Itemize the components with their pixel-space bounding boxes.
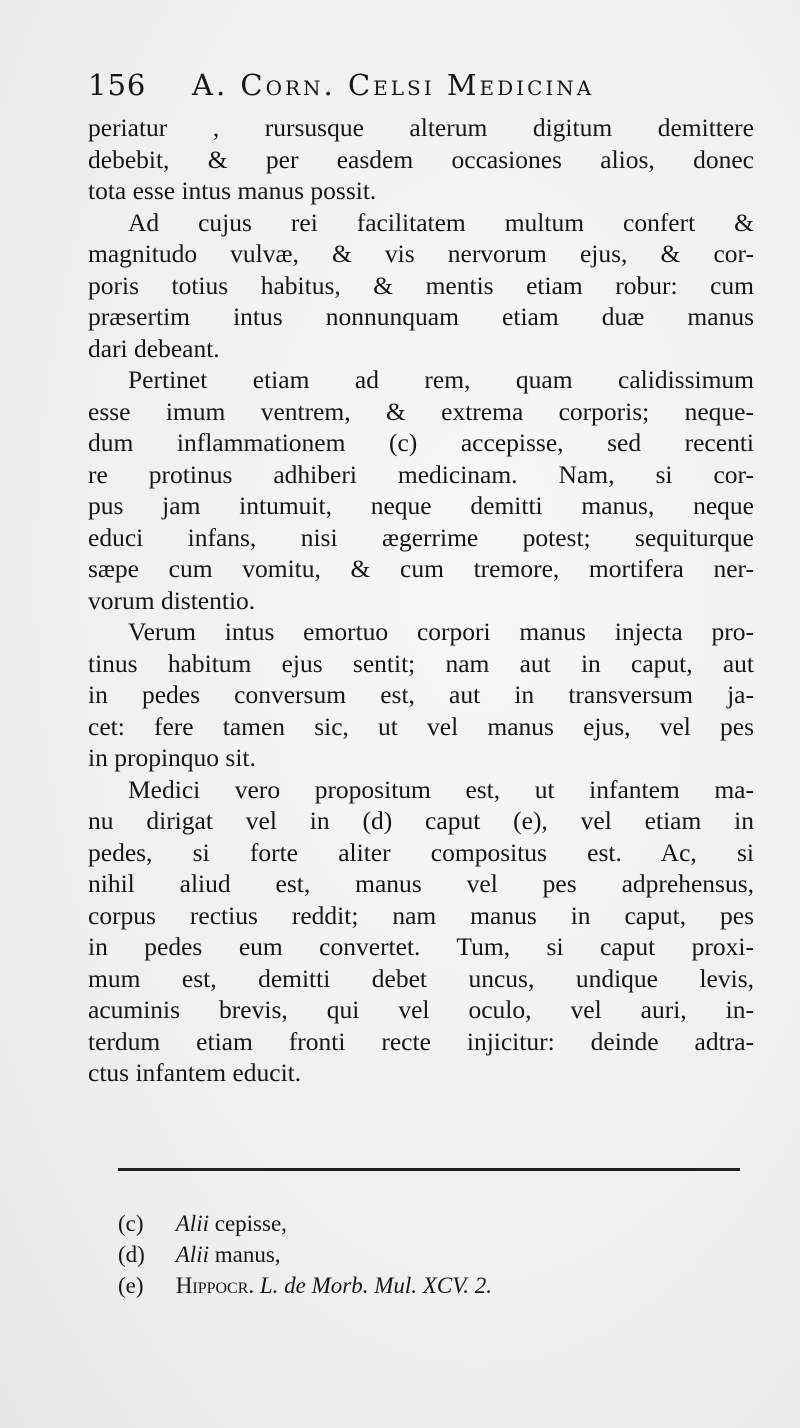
text-line: Ad cujus rei facilitatem multum confert &: [128, 207, 754, 237]
text-line: nihil aliud est, manus vel pes adprehensus,: [88, 869, 754, 898]
text-line: acuminis brevis, qui vel oculo, vel auri, in-: [88, 995, 754, 1024]
text-line: pus jam intumuit, neque demitti manus, neque: [88, 491, 754, 520]
footnote-text: manus,: [214, 1242, 281, 1267]
footnote-text: L. de Morb. Mul. XCV. 2.: [259, 1273, 493, 1298]
text-line: dari debeant.: [88, 333, 220, 363]
text-line: terdum etiam fronti recte injicitur: deinde adtra-: [88, 1026, 754, 1056]
footnote-separator-rule: [118, 1168, 740, 1171]
text-line: poris totius habitus, & mentis etiam robur: cum: [88, 270, 754, 300]
text-line: nu dirigat vel in (d) caput (e), vel etiam in: [88, 806, 754, 835]
footnote-mark: (d): [118, 1242, 145, 1267]
page-header: [88, 66, 728, 110]
footnote-d: [118, 1239, 738, 1270]
text-line: pedes, si forte aliter compositus est. Ac, si: [88, 837, 754, 867]
text-line: mum est, demitti debet uncus, undique levis,: [88, 963, 754, 993]
text-line: sæpe cum vomitu, & cum tremore, mortifera ner-: [88, 554, 754, 583]
text-line: debebit, & per easdem occasiones alios, donec: [88, 144, 754, 174]
footnotes: [118, 1208, 738, 1301]
text-line: corpus rectius reddit; nam manus in caput, pes: [88, 900, 754, 930]
footnote-author: Alii: [175, 1242, 209, 1267]
paragraph-5: [88, 774, 754, 1089]
footnote-text: cepisse,: [214, 1211, 287, 1236]
text-line: Verum intus emortuo corpori manus injecta pro-: [128, 617, 754, 646]
paragraph-1: [88, 112, 754, 207]
running-title: A. Corn. Celsi Medicina: [192, 68, 595, 102]
footnote-e: [118, 1270, 738, 1301]
paragraph-3: [88, 364, 754, 616]
paragraph-4: [88, 616, 754, 774]
text-line: in pedes eum convertet. Tum, si caput proxi-: [88, 932, 754, 961]
text-line: periatur , rursusque alterum digitum demittere: [88, 113, 754, 142]
footnote-c: [118, 1208, 738, 1239]
text-line: Medici vero propositum est, ut infantem ma-: [128, 774, 754, 804]
text-line: in propinquo sit.: [88, 743, 256, 772]
text-line: Pertinet etiam ad rem, quam calidissimum: [128, 365, 754, 394]
footnote-mark: (e): [118, 1273, 144, 1298]
footnote-author: Alii: [175, 1211, 209, 1236]
text-line: educi infans, nisi ægerrime potest; sequiturque: [88, 522, 754, 552]
footnote-author: Hippocr.: [175, 1273, 255, 1298]
text-line: tota esse intus manus possit.: [88, 176, 377, 205]
text-line: cet: fere tamen sic, ut vel manus ejus, vel pes: [88, 711, 754, 741]
text-line: magnitudo vulvæ, & vis nervorum ejus, & cor-: [88, 239, 754, 268]
page-number: 156: [88, 68, 147, 102]
text-line: esse imum ventrem, & extrema corporis; neque-: [88, 396, 754, 426]
text-line: tinus habitum ejus sentit; nam aut in caput, aut: [88, 648, 754, 678]
text-line: vorum distentio.: [88, 585, 256, 615]
paragraph-2: [88, 207, 754, 365]
text-line: re protinus adhiberi medicinam. Nam, si cor-: [88, 459, 754, 489]
main-text: [88, 112, 754, 1089]
text-line: in pedes conversum est, aut in transversum ja-: [88, 680, 754, 709]
text-line: præsertim intus nonnunquam etiam duæ manus: [88, 302, 754, 331]
footnote-mark: (c): [118, 1211, 144, 1236]
text-line: ctus infantem educit.: [88, 1058, 302, 1087]
text-line: dum inflammationem (c) accepisse, sed recenti: [88, 428, 754, 457]
